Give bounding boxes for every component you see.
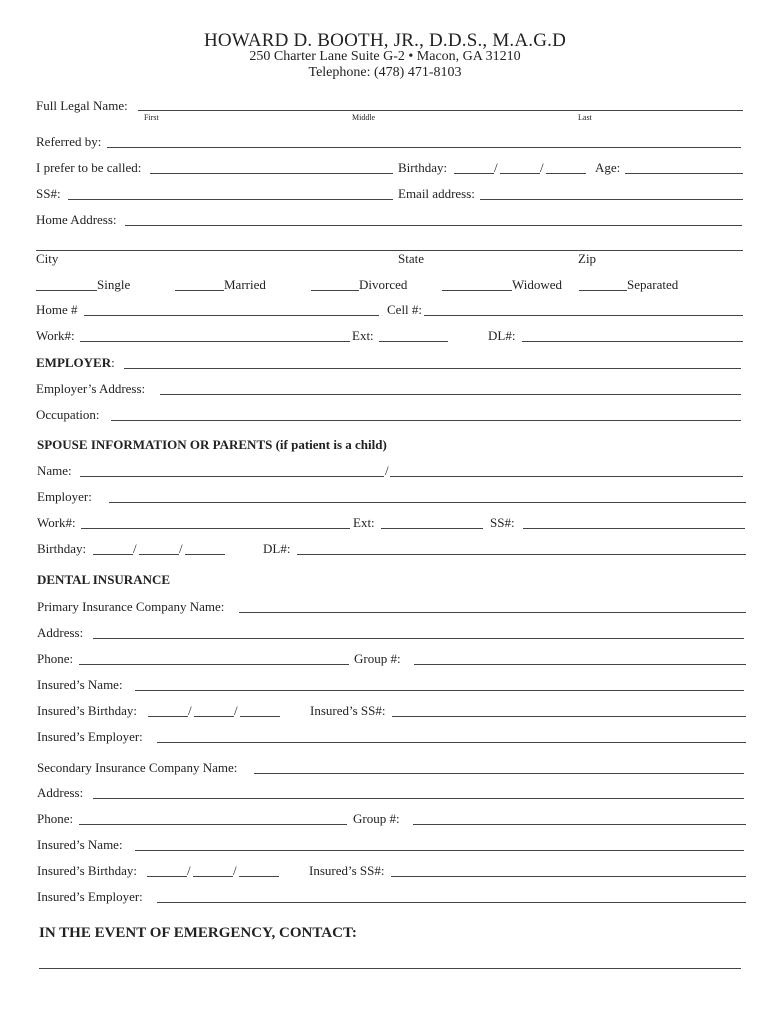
primary-company-label: Primary Insurance Company Name: [37, 599, 225, 614]
secondary-phone-label: Phone: [37, 811, 74, 826]
spouse-dl-label: DL#: [263, 541, 291, 556]
work-phone-field[interactable] [80, 341, 350, 342]
secondary-insured-employer-label: Insured’s Employer: [37, 889, 143, 904]
single-label: Single [97, 277, 131, 292]
spouse-birthday-year[interactable] [185, 554, 225, 555]
primary-insured-employer-field[interactable] [157, 742, 746, 743]
primary-insured-birthday-label: Insured’s Birthday: [37, 703, 138, 718]
home-address-label: Home Address: [36, 212, 117, 227]
secondary-insured-name-label: Insured’s Name: [37, 837, 123, 852]
secondary-insured-birthday-slash: / [233, 863, 237, 878]
secondary-insured-birthday-year[interactable] [239, 876, 279, 877]
ext-label: Ext: [352, 328, 374, 343]
dl-field[interactable] [522, 341, 743, 342]
city-caption: City [36, 251, 59, 266]
primary-insured-birthday-slash: / [188, 703, 192, 718]
spouse-birthday-day[interactable] [139, 554, 179, 555]
referred-by-field[interactable] [107, 147, 741, 148]
secondary-insured-birthday-day[interactable] [193, 876, 233, 877]
secondary-insured-employer-field[interactable] [157, 902, 746, 903]
spouse-dl-field[interactable] [297, 554, 746, 555]
primary-company-field[interactable] [239, 612, 746, 613]
middle-name-caption: Middle [352, 113, 376, 122]
employer-address-field[interactable] [160, 394, 741, 395]
divorced-label: Divorced [359, 277, 408, 292]
employer-heading [36, 355, 115, 370]
email-label: Email address: [398, 186, 475, 201]
state-caption: State [398, 251, 424, 266]
secondary-address-label: Address: [37, 785, 84, 800]
secondary-insured-birthday-slash: / [187, 863, 191, 878]
birthday-day-field[interactable] [500, 173, 540, 174]
birthday-year-field[interactable] [546, 173, 586, 174]
full-legal-name-field[interactable] [138, 110, 743, 111]
secondary-address-field[interactable] [93, 798, 744, 799]
separated-blank[interactable] [579, 290, 627, 291]
practice-telephone: Telephone: (478) 471-8103 [308, 65, 462, 80]
practice-name: HOWARD D. BOOTH, JR., D.D.S., M.A.G.D [203, 30, 567, 51]
occupation-label: Occupation: [36, 407, 100, 422]
spouse-birthday-month[interactable] [93, 554, 133, 555]
emergency-heading: IN THE EVENT OF EMERGENCY, CONTACT: [39, 925, 357, 941]
zip-caption: Zip [578, 251, 597, 266]
primary-insured-birthday-slash: / [234, 703, 238, 718]
prefer-called-label: I prefer to be called: [36, 160, 142, 175]
primary-insured-name-field[interactable] [135, 690, 744, 691]
ext-field[interactable] [379, 341, 448, 342]
work-phone-label: Work#: [36, 328, 75, 343]
employer-address-label: Employer’s Address: [36, 381, 146, 396]
spouse-employer-label: Employer: [37, 489, 92, 504]
spouse-employer-field[interactable] [109, 502, 746, 503]
secondary-insured-birthday-label: Insured’s Birthday: [37, 863, 138, 878]
ss-label: SS#: [36, 186, 61, 201]
primary-insured-ss-field[interactable] [392, 716, 746, 717]
emergency-contact-field[interactable] [39, 968, 741, 969]
spouse-name2-field[interactable] [390, 476, 743, 477]
home-phone-field[interactable] [84, 315, 379, 316]
dl-label: DL#: [488, 328, 516, 343]
spouse-ss-label: SS#: [490, 515, 515, 530]
single-blank[interactable] [36, 290, 97, 291]
primary-insured-birthday-year[interactable] [240, 716, 280, 717]
referred-by-label: Referred by: [36, 134, 102, 149]
married-blank[interactable] [175, 290, 224, 291]
separated-label: Separated [627, 277, 679, 292]
spouse-name-field[interactable] [80, 476, 384, 477]
primary-insured-ss-label: Insured’s SS#: [310, 703, 386, 718]
primary-phone-field[interactable] [79, 664, 349, 665]
birthday-label: Birthday: [398, 160, 448, 175]
spouse-name-label: Name: [37, 463, 72, 478]
last-name-caption: Last [578, 113, 592, 122]
employer-heading-colon: : [111, 355, 115, 370]
secondary-insured-ss-label: Insured’s SS#: [309, 863, 385, 878]
spouse-work-field[interactable] [81, 528, 350, 529]
practice-address: 250 Charter Lane Suite G-2 • Macon, GA 31210 [249, 49, 521, 64]
spouse-birthday-slash: / [133, 541, 137, 556]
email-field[interactable] [480, 199, 743, 200]
primary-group-label: Group #: [354, 651, 401, 666]
birthday-month-field[interactable] [454, 173, 494, 174]
full-legal-name-label: Full Legal Name: [36, 98, 128, 113]
home-phone-label: Home # [36, 302, 78, 317]
home-address-line2-field[interactable] [36, 250, 743, 251]
cell-phone-label: Cell #: [387, 302, 423, 317]
employer-field[interactable] [124, 368, 741, 369]
spouse-work-label: Work#: [37, 515, 76, 530]
spouse-birthday-label: Birthday: [37, 541, 87, 556]
married-label: Married [224, 277, 266, 292]
home-address-field[interactable] [125, 225, 742, 226]
spouse-birthday-slash: / [179, 541, 183, 556]
birthday-slash: / [540, 160, 544, 175]
primary-insured-birthday-day[interactable] [194, 716, 234, 717]
spouse-ext-field[interactable] [381, 528, 483, 529]
spouse-name-slash: / [385, 463, 389, 478]
prefer-called-field[interactable] [150, 173, 393, 174]
employer-heading-text: EMPLOYER [36, 355, 112, 370]
widowed-label: Widowed [512, 277, 563, 292]
secondary-group-label: Group #: [353, 811, 400, 826]
primary-insured-employer-label: Insured’s Employer: [37, 729, 143, 744]
ss-field[interactable] [68, 199, 393, 200]
primary-insured-birthday-month[interactable] [148, 716, 188, 717]
widowed-blank[interactable] [442, 290, 512, 291]
dental-insurance-heading: DENTAL INSURANCE [37, 572, 171, 587]
age-field[interactable] [625, 173, 743, 174]
secondary-group-field[interactable] [413, 824, 746, 825]
spouse-heading: SPOUSE INFORMATION OR PARENTS (if patient is a child) [37, 437, 387, 452]
birthday-slash: / [494, 160, 498, 175]
first-name-caption: First [144, 113, 159, 122]
divorced-blank[interactable] [311, 290, 359, 291]
secondary-phone-field[interactable] [79, 824, 347, 825]
primary-group-field[interactable] [414, 664, 746, 665]
cell-phone-field[interactable] [424, 315, 743, 316]
primary-phone-label: Phone: [37, 651, 74, 666]
spouse-ext-label: Ext: [353, 515, 375, 530]
primary-address-field[interactable] [93, 638, 744, 639]
secondary-insured-ss-field[interactable] [391, 876, 746, 877]
secondary-insured-birthday-month[interactable] [147, 876, 187, 877]
age-label: Age: [595, 160, 621, 175]
secondary-insured-name-field[interactable] [135, 850, 744, 851]
occupation-field[interactable] [111, 420, 741, 421]
secondary-company-field[interactable] [254, 773, 744, 774]
primary-insured-name-label: Insured’s Name: [37, 677, 123, 692]
spouse-ss-field[interactable] [523, 528, 745, 529]
secondary-company-label: Secondary Insurance Company Name: [37, 760, 238, 775]
primary-address-label: Address: [37, 625, 84, 640]
